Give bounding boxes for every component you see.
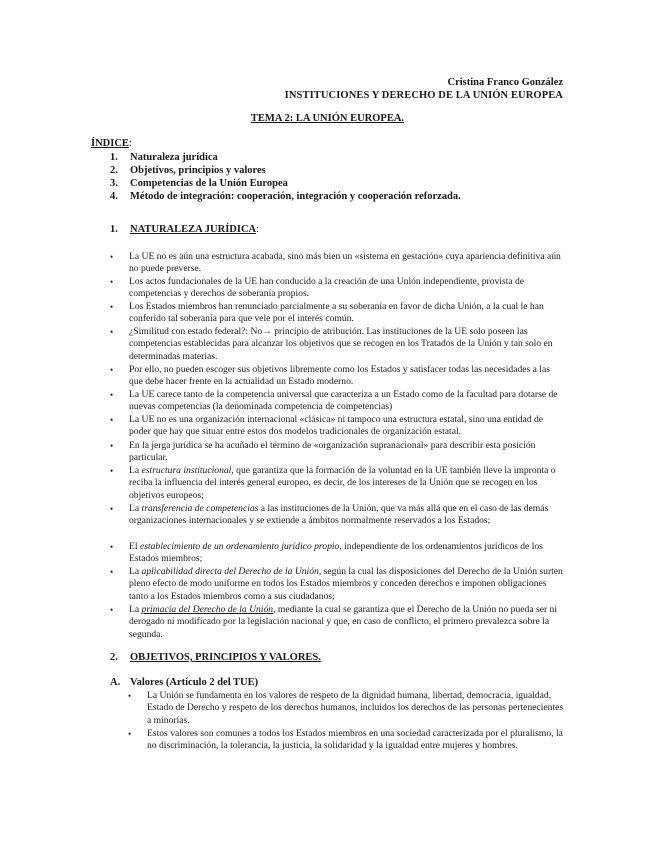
text-pre: El [129, 541, 140, 552]
text-pre: La [129, 503, 142, 514]
bullet-icon: • [110, 441, 114, 451]
list-item-text: ¿Similitud con estado federal?: No→ principio de atribución. Las instituciones de la UE solo poseen las competencias establecidas para alcanzar los objetivos que se recogen en los Tratados de la Unión y tan solo en determinadas materias. [129, 326, 553, 362]
index-item-label: Naturaleza jurídica [130, 152, 218, 163]
index-item-number: 2. [110, 165, 118, 176]
list-item [110, 326, 566, 363]
text-post: , que garantiza que la formación de la voluntad en la UE también lleve la impronta o reciba la influencia del interés general europeo, es decir, de los intereses de la Unión que se recogen en los objetivos europeos; [129, 465, 556, 501]
section-colon: : [256, 224, 260, 235]
bullet-icon: • [128, 691, 132, 701]
bullet-icon: • [110, 504, 114, 514]
section-title: OBJETIVOS, PRINCIPIOS Y VALORES. [130, 652, 321, 663]
index-item-number: 1. [110, 152, 118, 163]
text-post: a las instituciones de la Unión, que va más allá que en el caso de las demás organizaciones internacionales y se extiende a ámbitos normalmente reservados a los Estados; [129, 503, 549, 527]
list-item [110, 389, 566, 414]
list-item [110, 503, 566, 528]
section-2-heading [110, 652, 321, 663]
list-item [110, 604, 566, 641]
index-heading-label: ÍNDICE [91, 138, 129, 149]
list-item-text [129, 566, 566, 603]
text-post: , según la cual las disposiciones del Derecho de la Unión surten pleno efecto de modo uniforme en todos los Estados miembros y conceden derechos e imponen obligaciones tanto a los Estados miembros como a sus ciudadanos; [129, 566, 563, 602]
index-item-number: 4. [110, 191, 118, 202]
index-item-3 [110, 177, 288, 190]
text-emphasis: establecimiento de un ordenamiento jurídico propio [139, 541, 340, 552]
subsection-letter: A. [110, 677, 121, 688]
text-emphasis: aplicabilidad directa del Derecho de la Unión [141, 566, 319, 577]
index-item-4 [110, 190, 461, 203]
bullet-icon: • [110, 365, 114, 375]
section-number: 1. [110, 224, 118, 235]
index-heading-colon: : [128, 138, 132, 149]
list-item-text: La UE carece tanto de la competencia universal que caracteriza a un Estado como de la facultad para dotarse de nuevas competencias (la denominada competencia de competencias) [129, 389, 558, 413]
section-1-heading [110, 224, 259, 235]
subsection-a-heading [110, 677, 258, 688]
author-name: Cristina Franco González [447, 77, 563, 88]
index-item-label: Método de integración: cooperación, integración y cooperación reforzada. [130, 191, 461, 202]
list-item-text: En la jerga jurídica se ha acuñado el término de «organización supranacional» para describir esta posición particular. [129, 440, 536, 464]
bullet-icon: • [110, 542, 114, 552]
list-item-text: La Unión se fundamenta en los valores de respeto de la dignidad humana, libertad, democracia, igualdad, Estado de Derecho y respeto de los derechos humanos, incluidos los derechos de las personas pertenecientes a minorías. [147, 690, 564, 726]
list-item-text [129, 604, 566, 641]
text-emphasis: estructura institucional [141, 465, 232, 476]
bullet-icon: • [128, 729, 132, 739]
list-item [110, 566, 566, 603]
list-item [110, 541, 566, 566]
index-item-label: Objetivos, principios y valores [130, 165, 266, 176]
index-heading [91, 138, 132, 149]
bullet-icon: • [110, 252, 114, 262]
bullet-icon: • [110, 327, 114, 337]
text-pre: La [129, 465, 142, 476]
index-item-number: 3. [110, 178, 118, 189]
list-item-text [129, 465, 566, 502]
list-item-text: Estos valores son comunes a todos los Estados miembros en una sociedad caracterizada por el pluralismo, la no discriminación, la tolerancia, la justicia, la solidaridad y la igualdad entre mujeres y hombres. [147, 728, 563, 752]
index-item-2 [110, 164, 266, 177]
list-item-text: Por ello, no pueden escoger sus objetivos libremente como los Estados y satisfacer todas las necesidades a las que debe hacer frente en la actualidad un Estado moderno. [129, 364, 550, 388]
list-item-text [129, 541, 566, 566]
index-item-label: Competencias de la Unión Europea [130, 178, 288, 189]
bullet-icon: • [110, 605, 114, 615]
list-item [110, 440, 566, 465]
list-item-text: La UE no es una organización internacional «clásica» ni tampoco una estructura estatal, sino una entidad de poder que hay que situar entre estos dos modelos tradicionales de organización estatal. [129, 414, 544, 438]
text-pre: La [129, 566, 142, 577]
bullet-icon: • [110, 466, 114, 476]
list-item-text: La UE no es aún una estructura acabada, sino más bien un «sistema en gestación» cuya apariencia definitiva aún no puede preverse. [129, 251, 561, 275]
course-title: INSTITUCIONES Y DERECHO DE LA UNIÓN EUROPEA [284, 90, 563, 101]
list-item-text: Los Estados miembros han renunciado parcialmente a su soberanía en favor de dicha Unión, a la cual le han conferido tal soberanía para que vele por el interés común. [129, 301, 544, 325]
bullet-icon: • [110, 390, 114, 400]
list-item [110, 364, 566, 389]
subsection-title: Valores (Artículo 2 del TUE) [130, 677, 259, 688]
list-item [110, 301, 566, 326]
text-post: , mediante la cual se garantiza que el Derecho de la Unión no pueda ser ni derogado ni modificado por la legislación nacional y que, en caso de conflicto, el primero prevalezca sobre la segunda. [129, 604, 558, 640]
text-emphasis: transferencia de competencias [141, 503, 259, 514]
text-pre: La [129, 604, 142, 615]
bullet-icon: • [110, 567, 114, 577]
list-item [110, 414, 566, 439]
section-title: NATURALEZA JURÍDICA [130, 224, 257, 235]
bullet-icon: • [110, 302, 114, 312]
bullet-icon: • [110, 277, 114, 287]
text-emphasis: primacía del Derecho de la Unión [141, 604, 274, 615]
list-item [110, 251, 566, 276]
text-post: , independiente de los ordenamientos jurídicos de los Estados miembros; [129, 541, 543, 565]
list-item [128, 728, 566, 753]
list-item-text: Los actos fundacionales de la UE han conducido a la creación de una Unión independiente, provista de competencias y derechos de soberanía propios. [129, 276, 525, 300]
section-number: 2. [110, 652, 118, 663]
list-item-text [129, 503, 566, 528]
bullet-icon: • [110, 415, 114, 425]
page-title: TEMA 2: LA UNIÓN EUROPEA. [250, 113, 405, 124]
list-item [128, 690, 566, 727]
list-item [110, 276, 566, 301]
index-item-1 [110, 151, 218, 164]
list-item [110, 465, 566, 502]
